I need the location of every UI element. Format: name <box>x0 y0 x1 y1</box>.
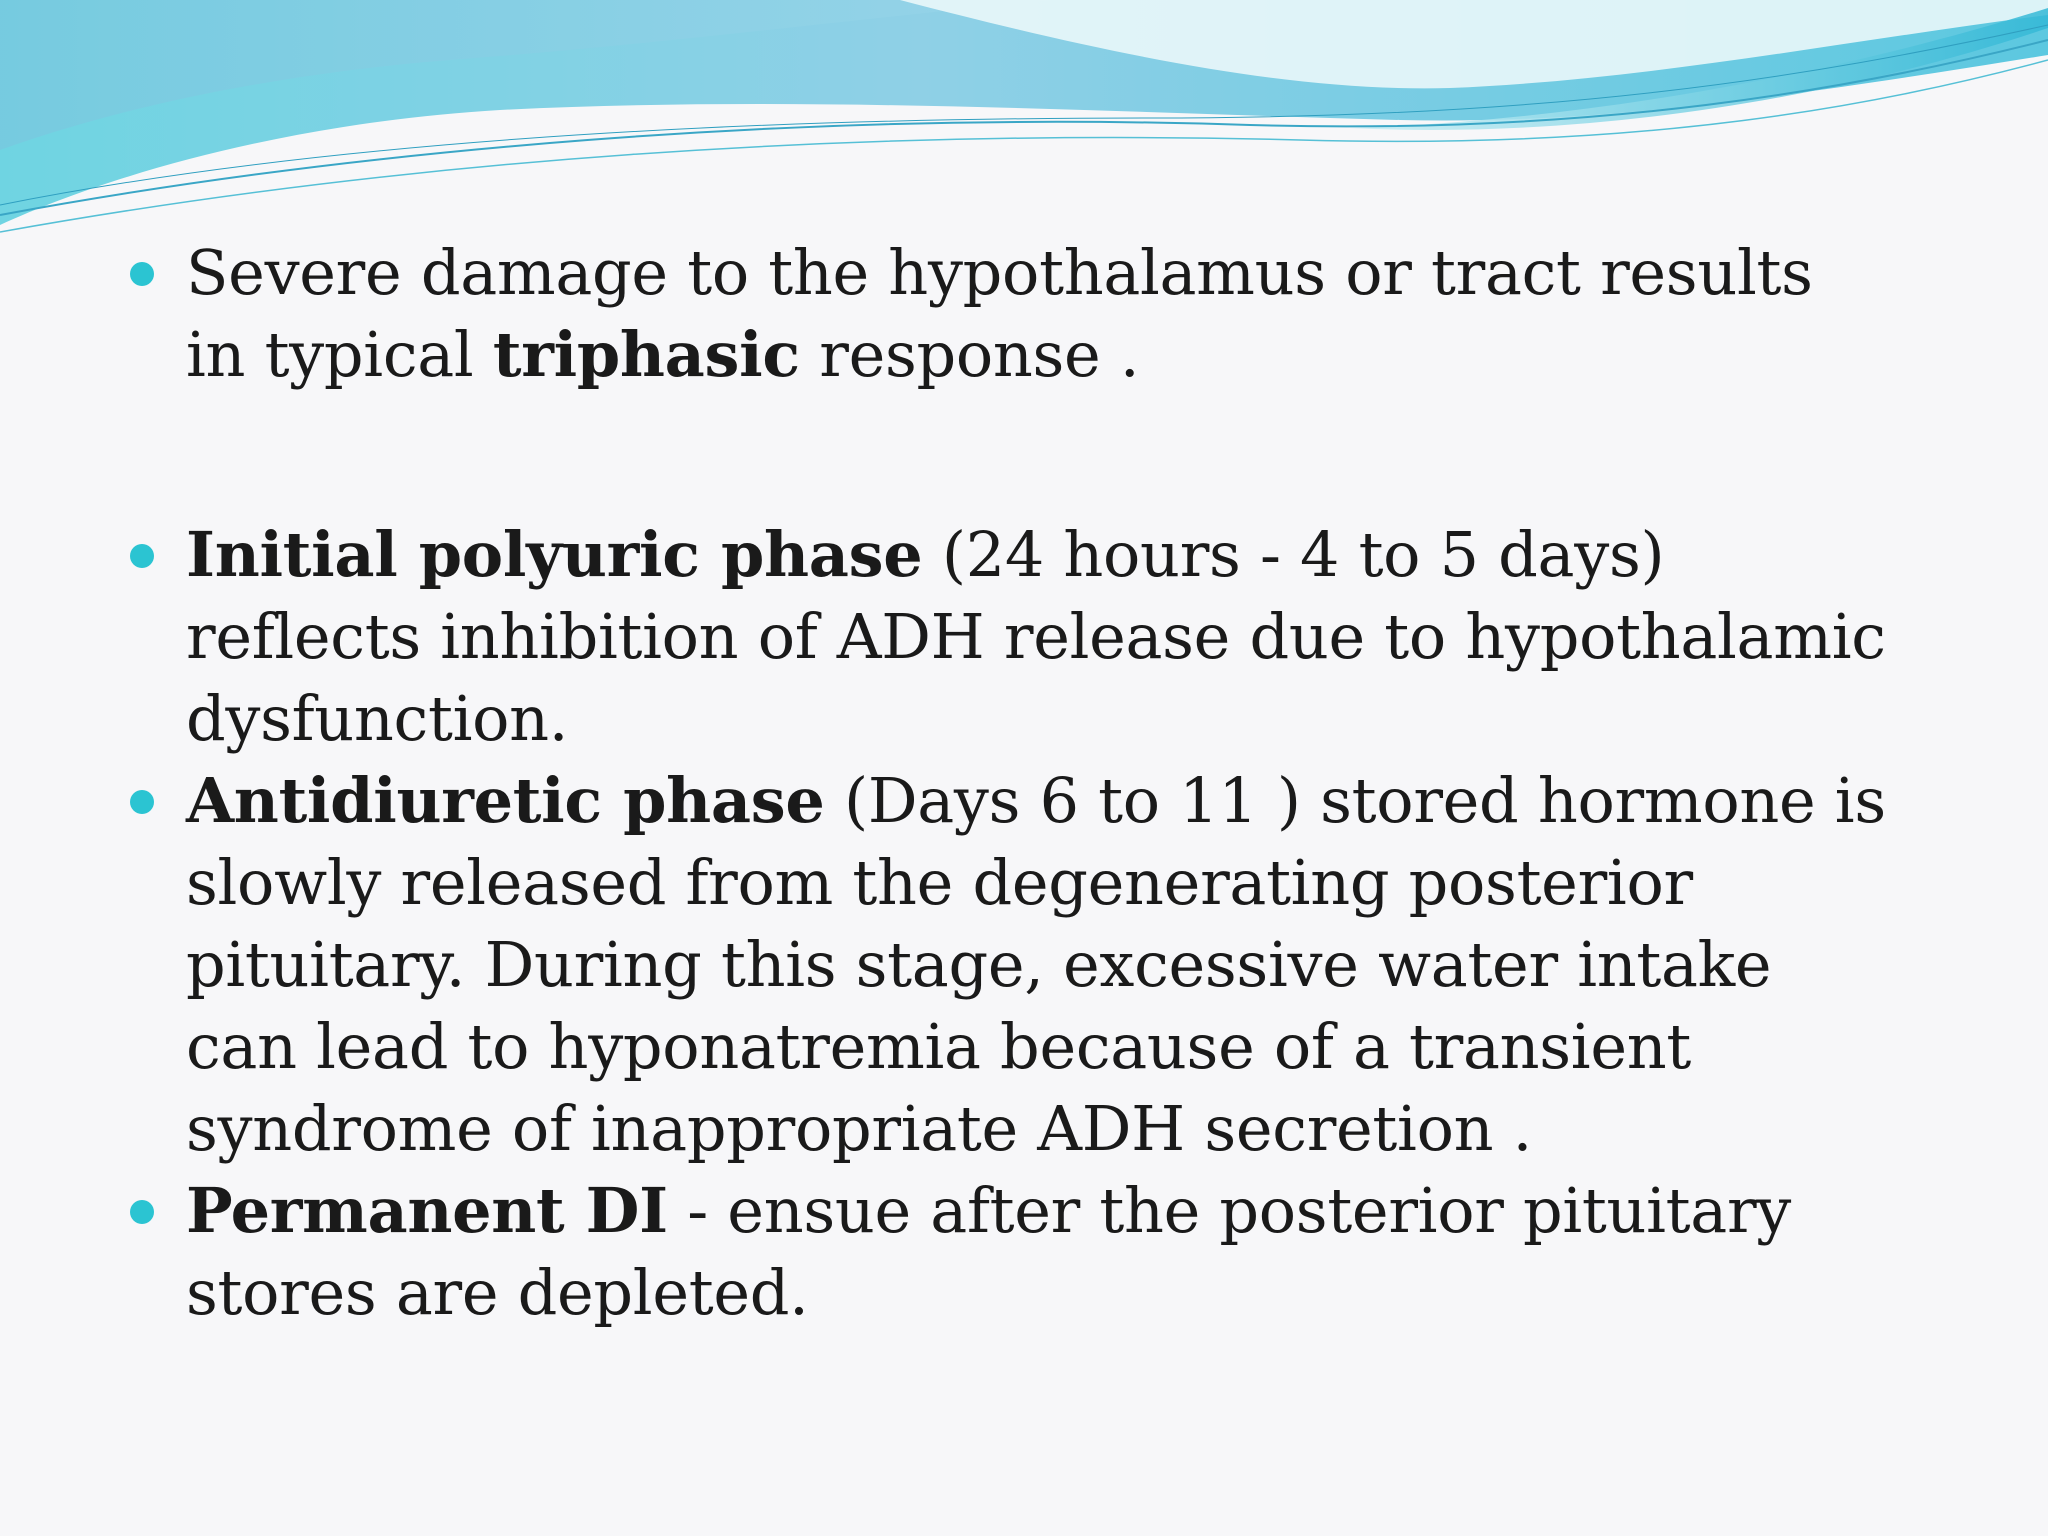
bullet-text: Severe damage to the hypothalamus or tract results in typical <box>186 236 1813 391</box>
bullet-dot-icon <box>130 790 154 814</box>
bullet-lead: Antidiuretic phase <box>186 764 825 837</box>
bullet-item-polyuric-phase <box>130 514 1890 760</box>
bullet-text: - ensue after the posterior pituitary stores are depleted. <box>186 1174 1792 1329</box>
bullet-item-triphasic <box>130 232 1890 396</box>
bullet-dot-icon <box>130 1200 154 1224</box>
bullet-text: (24 hours - 4 to 5 days) reflects inhibition of ADH release due to hypothalamic dysfunction. <box>186 518 1886 755</box>
bullet-dot-icon <box>130 544 154 568</box>
bullet-lead: Initial polyuric phase <box>186 518 923 591</box>
bullet-dot-icon <box>130 262 154 286</box>
bullet-item-permanent-di <box>130 1170 1890 1334</box>
bullet-text: (Days 6 to 11 ) stored hormone is slowly released from the degenerating posterior pituitary. During this stage, excessive water intake can lead to hyponatremia because of a transient syndrome of inappropriate ADH secretion . <box>186 764 1886 1165</box>
bullet-list <box>130 232 1890 1334</box>
decorative-wave-banner <box>0 0 2048 240</box>
bullet-emphasis: triphasic <box>492 318 800 391</box>
bullet-lead: Permanent DI <box>186 1174 668 1247</box>
bullet-text-end: response . <box>799 318 1140 391</box>
bullet-item-antidiuretic-phase <box>130 760 1890 1170</box>
